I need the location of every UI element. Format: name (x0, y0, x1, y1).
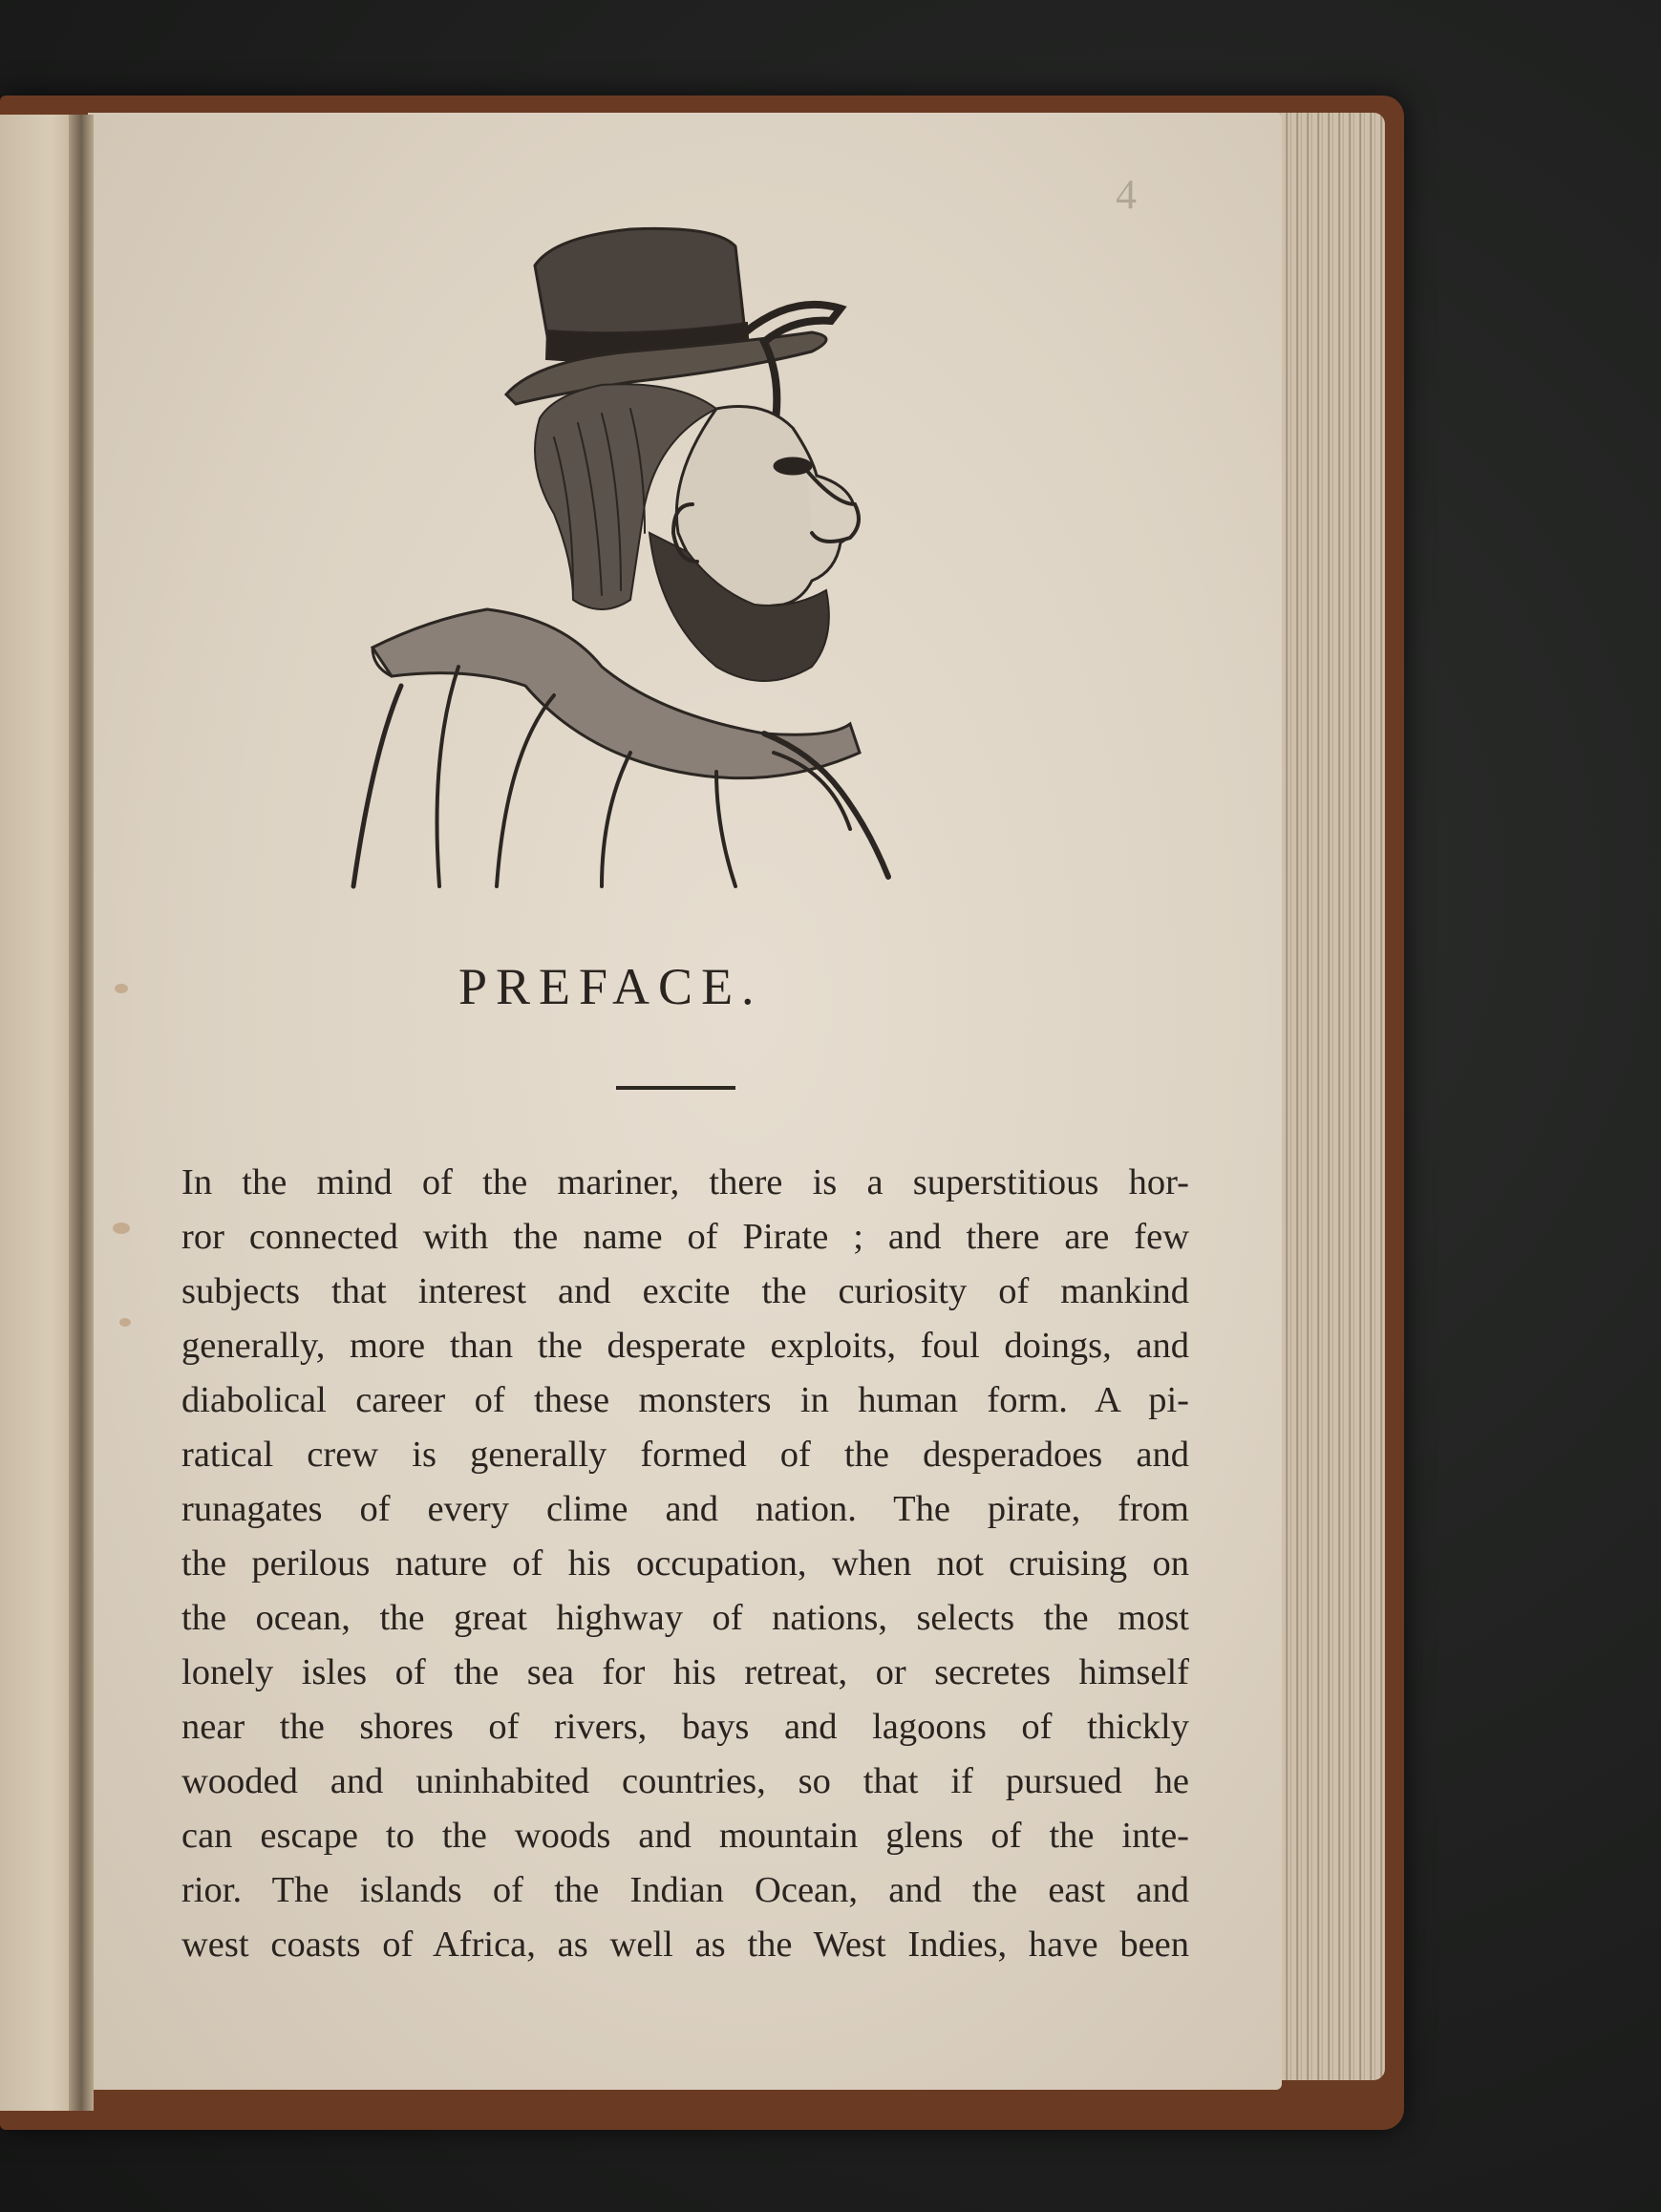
paper-stain (119, 1318, 131, 1327)
pirate-portrait-woodcut (315, 218, 984, 905)
body-line: wooded and uninhabited countries, so that if pursued he (181, 1761, 1189, 1801)
preface-body (181, 1156, 1189, 1972)
paper-stain (113, 1223, 130, 1234)
body-line: diabolical career of these monsters in human form. A pi- (181, 1380, 1189, 1420)
book-gutter (69, 115, 94, 2111)
body-line: In the mind of the mariner, there is a superstitious hor- (181, 1162, 1189, 1202)
body-line: ratical crew is generally formed of the desperadoes and (181, 1435, 1189, 1475)
page-number-bleed: 4 (1116, 171, 1137, 218)
title-divider (616, 1086, 735, 1090)
page-title: PREFACE. (458, 958, 763, 1015)
body-line: subjects that interest and excite the curiosity of mankind (181, 1271, 1189, 1311)
body-line: the ocean, the great highway of nations, selects the most (181, 1598, 1189, 1638)
body-line: runagates of every clime and nation. The pirate, from (181, 1489, 1189, 1529)
page-edges (1270, 113, 1385, 2080)
body-line: ror connected with the name of Pirate ; and there are few (181, 1217, 1189, 1257)
body-line: can escape to the woods and mountain glens of the inte- (181, 1816, 1189, 1856)
body-line: generally, more than the desperate exploits, foul doings, and (181, 1326, 1189, 1366)
body-line: rior. The islands of the Indian Ocean, and the east and (181, 1870, 1189, 1910)
paper-stain (115, 984, 128, 993)
body-line: the perilous nature of his occupation, when not cruising on (181, 1543, 1189, 1584)
body-line: lonely isles of the sea for his retreat, or secretes himself (181, 1652, 1189, 1692)
body-line: near the shores of rivers, bays and lagoons of thickly (181, 1707, 1189, 1747)
body-line: west coasts of Africa, as well as the West Indies, have been (181, 1925, 1189, 1965)
